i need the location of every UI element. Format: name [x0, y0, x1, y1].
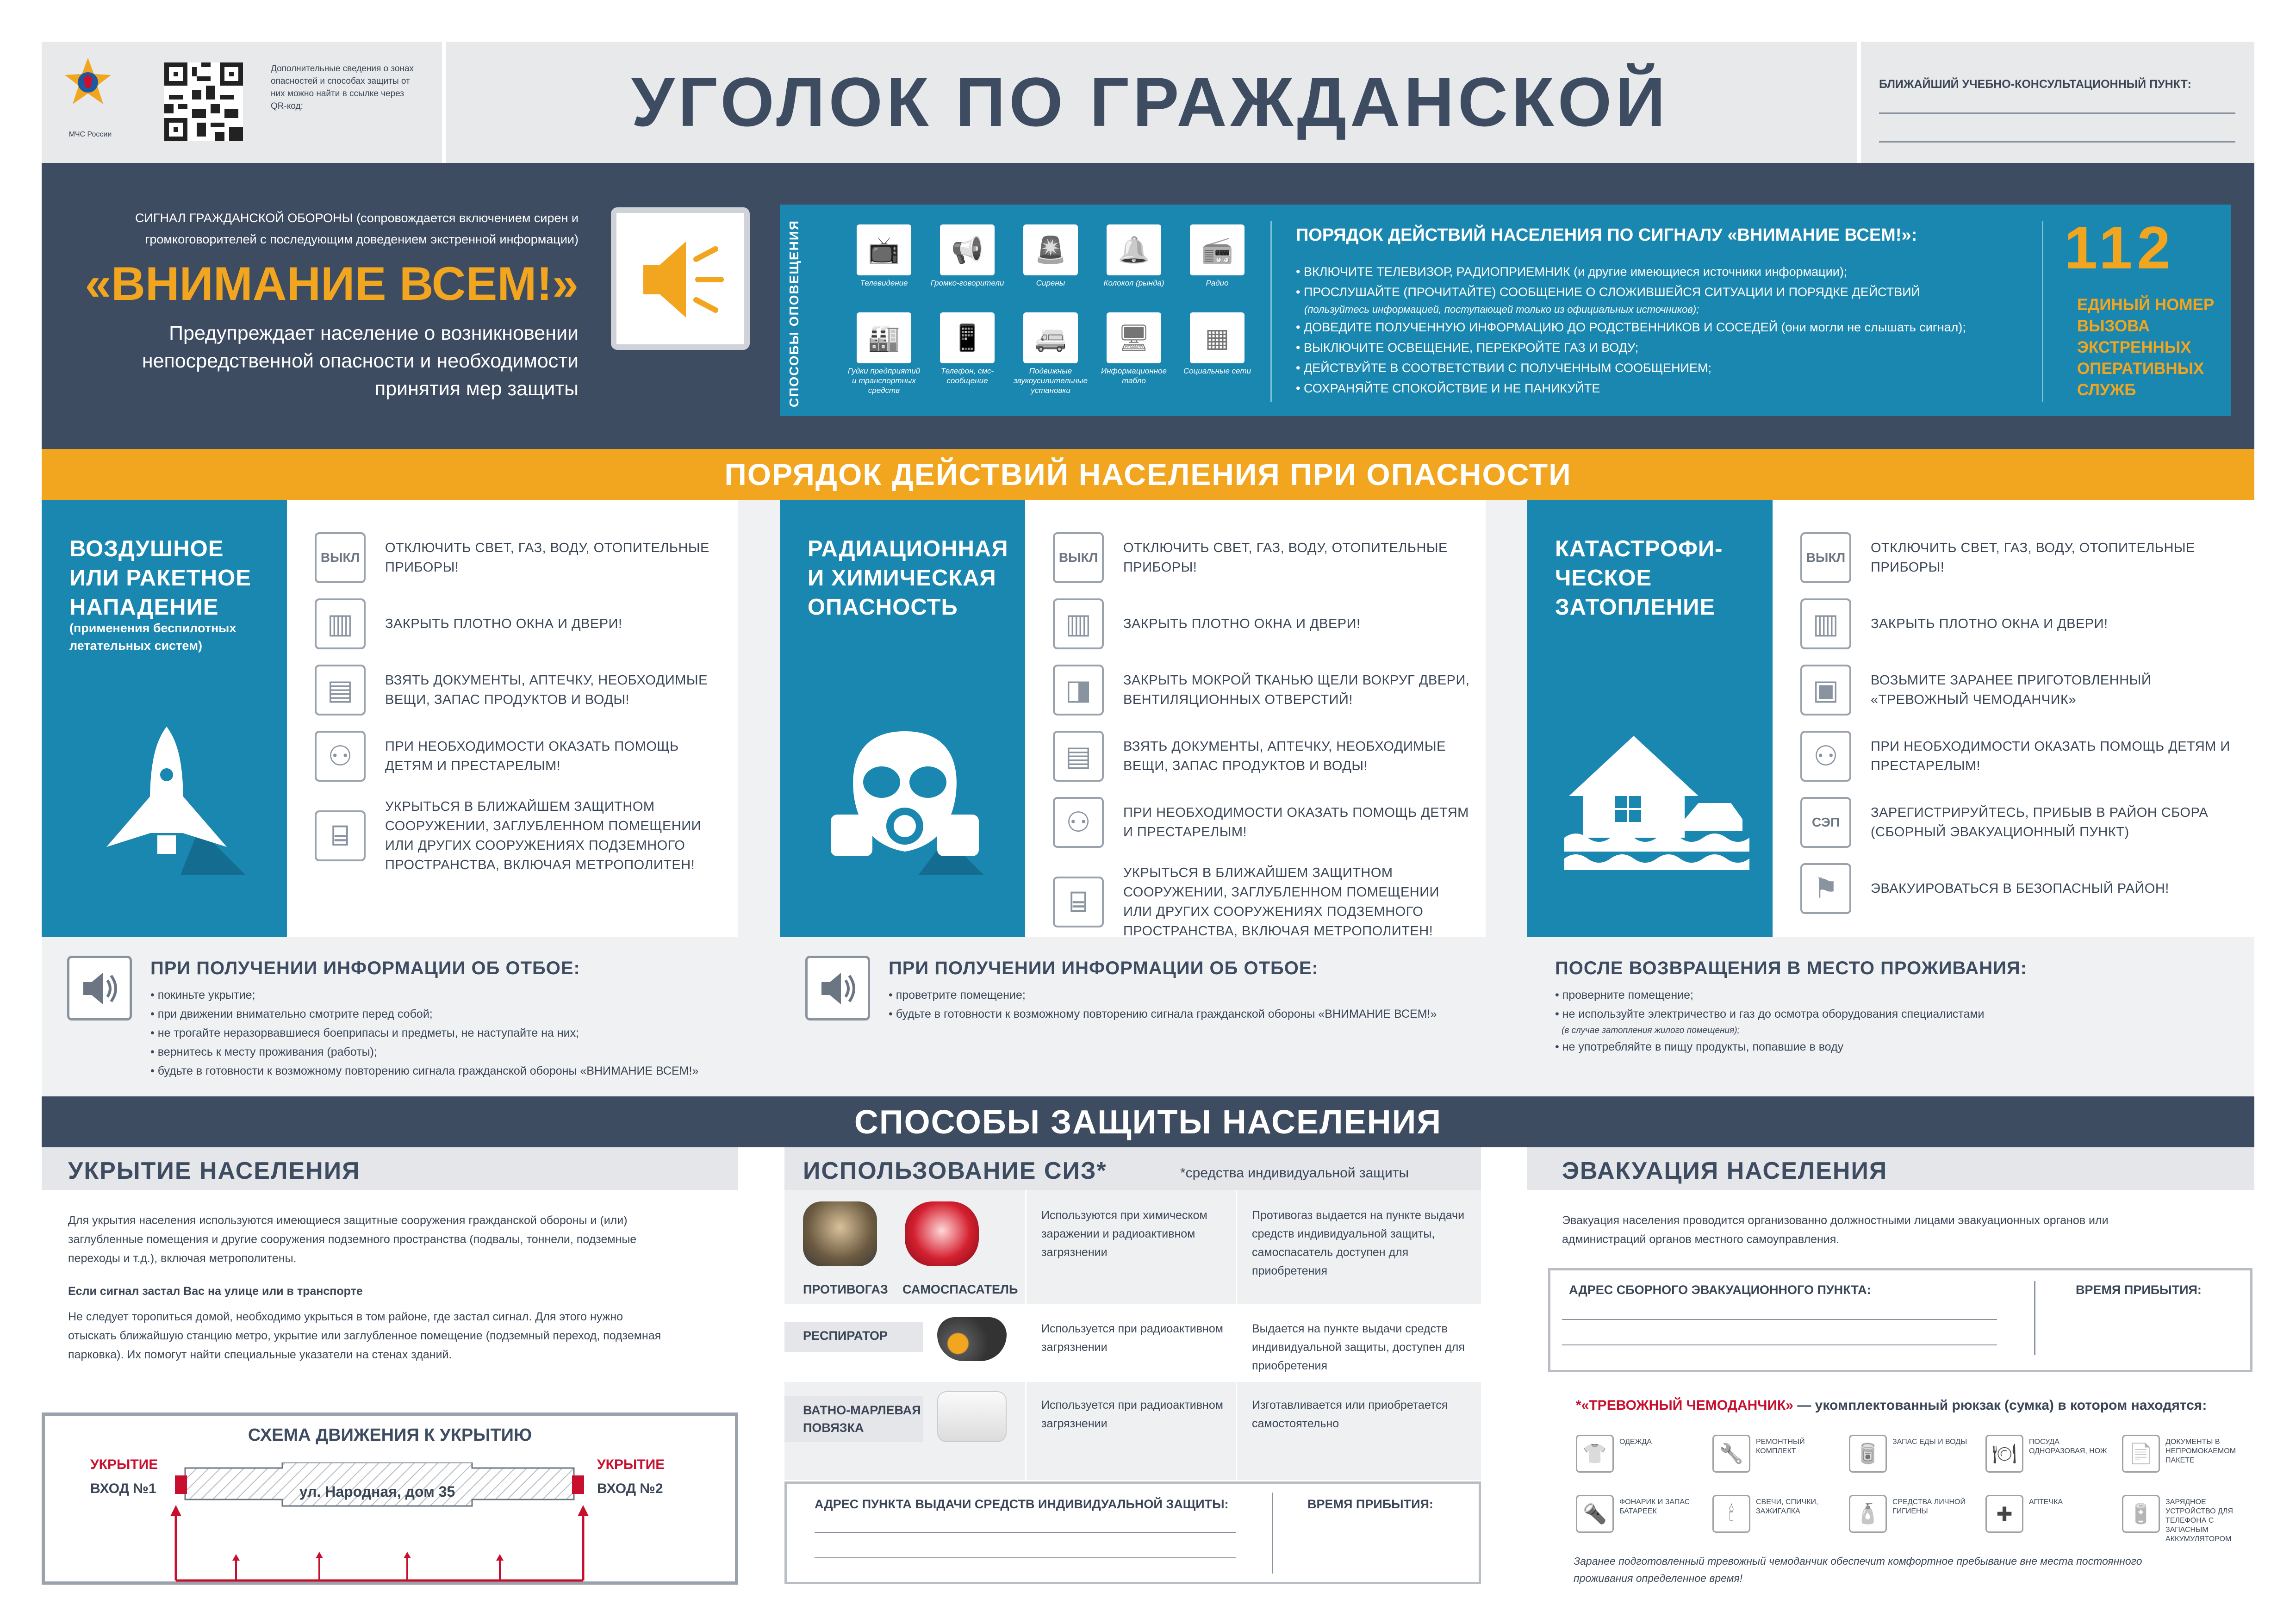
- help-people-icon: ⚇: [1800, 731, 1851, 782]
- bag-item: [1985, 1495, 2117, 1546]
- emergency-bag-icon: ▣: [1800, 665, 1851, 716]
- bell-icon: 🔔: [1107, 224, 1161, 275]
- bag-item-label: СВЕЧИ, СПИЧКИ, ЗАЖИГАЛКА: [1756, 1498, 1818, 1515]
- flood-house-icon: [1564, 722, 1749, 879]
- method-label: Телефон, смс-сообщение: [940, 367, 994, 385]
- siz-row: [784, 1306, 1481, 1382]
- after-item: • при движении внимательно смотрите перед собой;: [150, 1008, 433, 1020]
- siz-col-divider: [1025, 1306, 1027, 1381]
- siz-time-label: ВРЕМЯ ПРИБЫТИЯ:: [1307, 1497, 1433, 1511]
- method-label: Информационное табло: [1101, 367, 1167, 385]
- method-label: Сирены: [1036, 279, 1065, 287]
- bag-item: [1576, 1495, 1708, 1546]
- switch-off-icon: [315, 532, 366, 583]
- repair-kit-icon: 🔧: [1712, 1435, 1750, 1473]
- method-label: Радио: [1206, 279, 1229, 287]
- method-label: Социальные сети: [1183, 367, 1251, 375]
- notification-method: [1014, 224, 1088, 288]
- after-item: (в случае затопления жилого помещения);: [1562, 1026, 1740, 1035]
- after-title: ПРИ ПОЛУЧЕНИИ ИНФОРМАЦИИ ОБ ОТБОЕ:: [150, 958, 580, 978]
- bag-item: [2122, 1495, 2254, 1546]
- help-people-icon: ⚇: [315, 731, 366, 782]
- siz-col-divider: [1236, 1190, 1237, 1304]
- evac-time-label: ВРЕМЯ ПРИБЫТИЯ:: [2076, 1283, 2202, 1297]
- notification-method: [1097, 224, 1171, 288]
- after-item: • будьте в готовности к возможному повторению сигнала гражданской обороны «ВНИМАНИЕ ВСЕМ!»: [150, 1064, 699, 1077]
- bag-footer: Заранее подготовленный тревожный чемоданчик обеспечит комфортное пребывание вне места постоянного проживания определенное время!: [1574, 1555, 2142, 1584]
- shelter-text-2: Не следует торопиться домой, необходимо укрыться в том районе, где застал сигнал. Для этого нужно отыскать ближайшую станцию метро, укрытие или заглубленное помещение (подземный переход, подземная парковка). Их помогут найти специальные указатели на стенах зданий.: [68, 1310, 661, 1361]
- after-title: ПОСЛЕ ВОЗВРАЩЕНИЯ В МЕСТО ПРОЖИВАНИЯ:: [1555, 958, 2027, 978]
- action-step: [1053, 598, 1472, 649]
- after-item: • покиньте укрытие;: [150, 989, 255, 1002]
- siz-use: Используются при химическом заражении и радиоактивном загрязнении: [1041, 1209, 1207, 1259]
- bag-item: [1576, 1435, 1708, 1486]
- after-title: ПРИ ПОЛУЧЕНИИ ИНФОРМАЦИИ ОБ ОТБОЕ:: [889, 958, 1319, 978]
- bag-item: [2122, 1435, 2254, 1486]
- factory-icon: 🏭: [857, 312, 911, 363]
- step-text: УКРЫТЬСЯ В БЛИЖАЙШЕМ ЗАЩИТНОМ СООРУЖЕНИИ, ЗАГЛУБЛЕННОМ ПОМЕЩЕНИИ ИЛИ ДРУГИХ СООРУЖЕНИЯХ ПОДЗЕМНОГО ПРОСТРАНСТВА, ВКЛЮЧАЯ МЕТРОПОЛИТЕН!: [385, 799, 701, 872]
- bag-item-label: АПТЕЧКА: [2029, 1498, 2063, 1506]
- bag-description: — укомплектованный рюкзак (сумка) в котором находятся:: [1793, 1398, 2207, 1413]
- after-item: • вернитесь к месту проживания (работы);: [150, 1045, 377, 1058]
- step-text: ВЗЯТЬ ДОКУМЕНТЫ, АПТЕЧКУ, НЕОБХОДИМЫЕ ВЕЩИ, ЗАПАС ПРОДУКТОВ И ВОДЫ!: [385, 673, 708, 707]
- gas-mask-photo: [803, 1201, 877, 1266]
- evac-time-divider: [2034, 1281, 2035, 1355]
- scheme-entrance-2: ВХОД №2: [597, 1481, 663, 1496]
- scheme-shelter-left: УКРЫТИЕ: [90, 1457, 158, 1472]
- respirator-photo: [937, 1317, 1007, 1361]
- emergency-divider: [2042, 221, 2043, 402]
- building-plan: [167, 1462, 592, 1587]
- action-step: [1053, 863, 1472, 941]
- notification-method: [930, 312, 1004, 386]
- action-step: [1800, 731, 2240, 782]
- notification-method: [1014, 312, 1088, 395]
- notification-methods: [847, 224, 1263, 410]
- siz-address-label: АДРЕС ПУНКТА ВЫДАЧИ СРЕДСТВ ИНДИВИДУАЛЬНОЙ ЗАЩИТЫ:: [815, 1497, 1229, 1511]
- step-text: ПРИ НЕОБХОДИМОСТИ ОКАЗАТЬ ПОМОЩЬ ДЕТЯМ И ПРЕСТАРЕЛЫМ!: [1871, 739, 2230, 773]
- bag-item-label: ФОНАРИК И ЗАПАС БАТАРЕЕК: [1619, 1498, 1690, 1515]
- danger-title-1: ВОЗДУШНОЕ ИЛИ РАКЕТНОЕ НАПАДЕНИЕ: [69, 536, 251, 620]
- switch-off-icon: [1800, 532, 1851, 583]
- header-divider: [442, 42, 446, 163]
- danger-title: ПОРЯДОК ДЕЙСТВИЙ НАСЕЛЕНИЯ ПРИ ОПАСНОСТИ: [724, 457, 1572, 492]
- step-text: ЗАКРЫТЬ ПЛОТНО ОКНА И ДВЕРИ!: [1871, 616, 2108, 631]
- action-step: [1800, 532, 2240, 583]
- siz-source: Противогаз выдается на пункте выдачи средств индивидуальной защиты, самоспасатель доступен для приобретения: [1252, 1209, 1465, 1277]
- step-text: ЗАРЕГИСТРИРУЙТЕСЬ, ПРИБЫВ В РАЙОН СБОРА (СБОРНЫЙ ЭВАКУАЦИОННЫЙ ПУНКТ): [1871, 805, 2209, 840]
- notification-method: [1180, 224, 1254, 288]
- after-item: • не употребляйте в пищу продукты, попавшие в воду: [1555, 1040, 1844, 1053]
- phone-icon: 📱: [940, 312, 995, 363]
- signal-actions-title: ПОРЯДОК ДЕЙСТВИЙ НАСЕЛЕНИЯ ПО СИГНАЛУ «ВНИМАНИЕ ВСЕМ!»:: [1296, 225, 1917, 245]
- bag-item-label: РЕМОНТНЫЙ КОМПЛЕКТ: [1756, 1438, 1805, 1455]
- switch-off-icon-label: ВЫКЛ: [1806, 550, 1846, 565]
- bag-item-label: СРЕДСТВА ЛИЧНОЙ ГИГИЕНЫ: [1892, 1498, 1966, 1515]
- bag-item-label: ДОКУМЕНТЫ В НЕПРОМОКАЕМОМ ПАКЕТЕ: [2165, 1438, 2236, 1464]
- signal-action-item: • ПРОСЛУШАЙТЕ (ПРОЧИТАЙТЕ) СООБЩЕНИЕ О СЛОЖИВШЕЙСЯ СИТУАЦИИ И ПОРЯДКЕ ДЕЙСТВИЙ: [1296, 285, 1921, 299]
- mobile-speaker-icon: 🚐: [1023, 312, 1078, 363]
- signal-description: Предупреждает население о возникновении непосредственной опасности и необходимости принятия мер защиты: [142, 322, 579, 400]
- bag-item: [1849, 1495, 1981, 1546]
- bag-item: [1985, 1435, 2117, 1486]
- radio-icon: 📻: [1190, 224, 1244, 275]
- signal-action-item: • СОХРАНЯЙТЕ СПОКОЙСТВИЕ И НЕ ПАНИКУЙТЕ: [1296, 381, 1600, 395]
- after-list: [1555, 986, 2245, 1057]
- hygiene-icon: 🧴: [1849, 1495, 1887, 1533]
- shelter-subhead: Если сигнал застал Вас на улице или в транспорте: [68, 1285, 363, 1298]
- window-door-icon: ▥: [1800, 598, 1851, 649]
- bag-item-label: ЗАРЯДНОЕ УСТРОЙСТВО ДЛЯ ТЕЛЕФОНА С ЗАПАСНЫМ АККУМУЛЯТОРОМ: [2165, 1498, 2233, 1543]
- evacuate-icon: ⚑: [1800, 863, 1851, 914]
- action-step: [1800, 863, 2240, 914]
- bag-items: [1576, 1435, 2247, 1550]
- bag-item: [1712, 1495, 1844, 1546]
- siz-col-divider: [1025, 1382, 1027, 1480]
- method-label: Громко-говорители: [930, 279, 1004, 287]
- siz-source: Изготавливается или приобретается самостоятельно: [1252, 1399, 1448, 1430]
- siz-title: ИСПОЛЬЗОВАНИЕ СИЗ*: [803, 1157, 1107, 1184]
- step-text: ЗАКРЫТЬ ПЛОТНО ОКНА И ДВЕРИ!: [1123, 616, 1361, 631]
- speaker-small-icon: [805, 956, 870, 1020]
- siz-item-label: РЕСПИРАТОР: [803, 1329, 888, 1343]
- panels: [42, 500, 2254, 1096]
- step-text: ЗАКРЫТЬ ПЛОТНО ОКНА И ДВЕРИ!: [385, 616, 622, 631]
- shelter-title: УКРЫТИЕ НАСЕЛЕНИЯ: [68, 1157, 361, 1184]
- action-step: [1053, 731, 1472, 782]
- step-text: ВЗЯТЬ ДОКУМЕНТЫ, АПТЕЧКУ, НЕОБХОДИМЫЕ ВЕЩИ, ЗАПАС ПРОДУКТОВ И ВОДЫ!: [1123, 739, 1446, 773]
- signal-intro: СИГНАЛ ГРАЖДАНСКОЙ ОБОРОНЫ (сопровождается включением сирен и громкоговорителей с последующим доведением экстренной информации): [135, 211, 579, 246]
- notification-method: [1097, 312, 1171, 386]
- help-people-icon: ⚇: [1053, 797, 1104, 848]
- consult-line-1[interactable]: [1879, 112, 2235, 114]
- siz-col-divider: [1236, 1306, 1237, 1381]
- after-item: • будьте в готовности к возможному повторению сигнала гражданской обороны «ВНИМАНИЕ ВСЕМ!»: [889, 1008, 1437, 1020]
- step-text: ОТКЛЮЧИТЬ СВЕТ, ГАЗ, ВОДУ, ОТОПИТЕЛЬНЫЕ ПРИБОРЫ!: [385, 541, 709, 575]
- danger-subtitle: (применения беспилотных летательных систем): [69, 621, 236, 653]
- action-step: [1053, 797, 1472, 848]
- scheme-title: СХЕМА ДВИЖЕНИЯ К УКРЫТИЮ: [248, 1425, 532, 1445]
- shelter-stairs-icon: ⌸: [1053, 877, 1104, 927]
- after-list: [889, 986, 1476, 1024]
- emblem-icon: [62, 56, 113, 125]
- self-rescuer-photo: [905, 1201, 979, 1266]
- page-title: УГОЛОК ПО ГРАЖДАНСКОЙ: [631, 63, 1669, 141]
- method-label: Гудки предприятий и транспортных средств: [847, 367, 921, 395]
- scheme-shelter-right: УКРЫТИЕ: [597, 1457, 665, 1472]
- evac-title: ЭВАКУАЦИЯ НАСЕЛЕНИЯ: [1562, 1157, 1888, 1184]
- rocket-icon: [88, 722, 245, 879]
- bag-heading: [1576, 1398, 2247, 1413]
- siz-use: Используется при радиоактивном загрязнении: [1041, 1399, 1223, 1430]
- method-label: Подвижные звукоусилительные установки: [1014, 367, 1088, 395]
- action-step: [315, 731, 724, 782]
- gas-mask-icon: [826, 722, 983, 879]
- bag-item-label: ПОСУДА ОДНОРАЗОВАЯ, НОЖ: [2029, 1438, 2107, 1455]
- after-list: [150, 986, 729, 1081]
- signal-action-item: (пользуйтесь информацией, поступающей только из официальных источников);: [1304, 304, 1699, 315]
- emergency-number[interactable]: 112: [2064, 214, 2175, 281]
- siz-source: Выдается на пункте выдачи средств индивидуальной защиты, доступен для приобретения: [1252, 1322, 1465, 1372]
- documents-kit-icon: ▤: [1053, 731, 1104, 782]
- action-step: [1800, 598, 2240, 649]
- qr-description: Дополнительные сведения о зонах опасностей и способах защиты от них можно найти в ссылке через QR-код:: [271, 64, 414, 111]
- action-step: [1800, 797, 2240, 848]
- first-aid-icon: ✚: [1985, 1495, 2023, 1533]
- signal-action-item: • ДЕЙСТВУЙТЕ В СООТВЕТСТВИИ С ПОЛУЧЕННЫМ СООБЩЕНИЕМ;: [1296, 361, 1711, 375]
- step-text: ПРИ НЕОБХОДИМОСТИ ОКАЗАТЬ ПОМОЩЬ ДЕТЯМ И ПРЕСТАРЕЛЫМ!: [1123, 805, 1469, 840]
- header-divider-2: [1857, 42, 1861, 163]
- step-text: ЭВАКУИРОВАТЬСЯ В БЕЗОПАСНЫЙ РАЙОН!: [1871, 881, 2169, 896]
- siz-table: [784, 1190, 1481, 1481]
- emergency-label: ЕДИНЫЙ НОМЕР ВЫЗОВА ЭКСТРЕННЫХ ОПЕРАТИВНЫХ СЛУЖБ: [2077, 296, 2215, 399]
- qr-code[interactable]: [164, 62, 243, 141]
- shelter-stairs-icon: ⌸: [315, 810, 366, 861]
- signal-name: «ВНИМАНИЕ ВСЕМ!»: [85, 257, 579, 310]
- speaker-small-icon: [67, 956, 132, 1020]
- social-icon: ▦: [1190, 312, 1244, 363]
- bag-item-label: ОДЕЖДА: [1619, 1438, 1652, 1446]
- window-door-icon: ▥: [1053, 598, 1104, 649]
- methods-divider: [1270, 221, 1272, 402]
- after-item: • проветрите помещение;: [889, 989, 1026, 1002]
- siz-row: [784, 1382, 1481, 1481]
- flashlight-icon: 🔦: [1576, 1495, 1614, 1533]
- action-step: [1053, 665, 1472, 716]
- siz-row: [784, 1190, 1481, 1306]
- bag-item-label: ЗАПАС ЕДЫ И ВОДЫ: [1892, 1438, 1967, 1446]
- protection-title: СПОСОБЫ ЗАЩИТЫ НАСЕЛЕНИЯ: [854, 1104, 1442, 1141]
- speaker-icon: [611, 207, 750, 350]
- method-label: Телевидение: [860, 279, 908, 287]
- bag-item: [1712, 1435, 1844, 1486]
- clothes-icon: 👕: [1576, 1435, 1614, 1473]
- after-item: • не трогайте неразорвавшиеся боеприпасы и предметы, не наступайте на них;: [150, 1027, 579, 1039]
- window-door-icon: ▥: [315, 598, 366, 649]
- after-item: • не используйте электричество и газ до осмотра оборудования специалистами: [1555, 1008, 1985, 1020]
- switch-off-icon-label: ВЫКЛ: [320, 550, 360, 565]
- siren-icon: 🚨: [1023, 224, 1078, 275]
- info-board-icon: 🖥: [1107, 312, 1161, 363]
- action-step: [1800, 665, 2240, 716]
- siz-note: *средства индивидуальной защиты: [1180, 1165, 1409, 1181]
- gauze-bandage-photo: [937, 1391, 1007, 1442]
- scheme-entrance-1: ВХОД №1: [90, 1481, 156, 1496]
- food-water-icon: 🥫: [1849, 1435, 1887, 1473]
- notification-method: [847, 312, 921, 395]
- after-item: • проверните помещение;: [1555, 989, 1693, 1002]
- action-step: [1053, 532, 1472, 583]
- evac-address-line-2[interactable]: [1562, 1344, 1997, 1345]
- documents-kit-icon: ▤: [315, 665, 366, 716]
- logo-label: МЧС России: [68, 131, 112, 138]
- notification-methods-label: СПОСОБЫ ОПОВЕЩЕНИЯ: [787, 219, 801, 407]
- bag-item: [1849, 1435, 1981, 1486]
- signal-action-item: • ДОВЕДИТЕ ПОЛУЧЕННУЮ ИНФОРМАЦИЮ ДО РОДСТВЕННИКОВ И СОСЕДЕЙ (они могли не слышать сигнал);: [1296, 320, 1966, 334]
- danger-title-3: КАТАСТРОФИ-ЧЕСКОЕ ЗАТОПЛЕНИЕ: [1555, 536, 1723, 620]
- signal-action-item: • ВЫКЛЮЧИТЕ ОСВЕЩЕНИЕ, ПЕРЕКРОЙТЕ ГАЗ И ВОДУ;: [1296, 341, 1639, 355]
- loudspeaker-icon: 📢: [940, 224, 995, 275]
- action-step: [315, 665, 724, 716]
- evac-address-line-1[interactable]: [1562, 1319, 1997, 1320]
- sep-icon-label: СЭП: [1812, 815, 1840, 829]
- notification-method: [930, 224, 1004, 288]
- method-label: Колокол (рында): [1103, 279, 1164, 287]
- action-step: [315, 532, 724, 583]
- step-text: ОТКЛЮЧИТЬ СВЕТ, ГАЗ, ВОДУ, ОТОПИТЕЛЬНЫЕ ПРИБОРЫ!: [1871, 541, 2195, 575]
- evac-address-label: АДРЕС СБОРНОГО ЭВАКУАЦИОННОГО ПУНКТА:: [1569, 1283, 1871, 1297]
- tv-icon: 📺: [857, 224, 911, 275]
- notification-method: [1180, 312, 1254, 376]
- signal-action-item: • ВКЛЮЧИТЕ ТЕЛЕВИЗОР, РАДИОПРИЕМНИК (и другие имеющиеся источники информации);: [1296, 265, 1848, 279]
- step-text: ЗАКРЫТЬ МОКРОЙ ТКАНЬЮ ЩЕЛИ ВОКРУГ ДВЕРИ, ВЕНТИЛЯЦИОННЫХ ОТВЕРСТИЙ!: [1123, 673, 1470, 707]
- step-text: УКРЫТЬСЯ В БЛИЖАЙШЕМ ЗАЩИТНОМ СООРУЖЕНИИ, ЗАГЛУБЛЕННОМ ПОМЕЩЕНИИ ИЛИ ДРУГИХ СООРУЖЕНИЯХ ПОДЗЕМНОГО ПРОСТРАНСТВА, ВКЛЮЧАЯ МЕТРОПОЛИТЕН!: [1123, 865, 1439, 939]
- evac-text: Эвакуация населения проводится организованно должностными лицами эвакуационных органов или администраций органов местного самоуправления.: [1562, 1214, 2109, 1246]
- documents-icon: 📄: [2122, 1435, 2160, 1473]
- sep-icon: [1800, 797, 1851, 848]
- seal-door-icon: ◨: [1053, 665, 1104, 716]
- siz-item-label: ПРОТИВОГАЗ: [803, 1282, 888, 1296]
- notification-method: [847, 224, 921, 288]
- siz-col-divider: [1025, 1190, 1027, 1304]
- switch-off-icon-label: ВЫКЛ: [1058, 550, 1098, 565]
- danger-title-2: РАДИАЦИОННАЯ И ХИМИЧЕСКАЯ ОПАСНОСТЬ: [808, 536, 1008, 620]
- siz-item-label: ВАТНО-МАРЛЕВАЯ ПОВЯЗКА: [803, 1403, 921, 1435]
- siz-use: Используется при радиоактивном загрязнении: [1041, 1322, 1223, 1354]
- siz-item-label: САМОСПАСАТЕЛЬ: [902, 1282, 1018, 1296]
- action-step: [315, 797, 724, 875]
- scheme-address: ул. Народная, дом 35: [299, 1483, 455, 1500]
- dishes-icon: 🍽: [1985, 1435, 2023, 1473]
- signal-actions-list: [1296, 261, 2036, 398]
- siz-address-line-2[interactable]: [815, 1557, 1236, 1558]
- switch-off-icon: [1053, 532, 1104, 583]
- charger-icon: 🔋: [2122, 1495, 2160, 1533]
- action-step: [315, 598, 724, 649]
- step-text: ВОЗЬМИТЕ ЗАРАНЕЕ ПРИГОТОВЛЕННЫЙ «ТРЕВОЖНЫЙ ЧЕМОДАНЧИК»: [1871, 673, 2152, 707]
- siz-col-divider: [1236, 1382, 1237, 1480]
- shelter-text-1: Для укрытия населения используются имеющиеся защитные сооружения гражданской обороны и (или) заглубленные помещения и другие сооружения подземного пространства (подвалы, тоннели, подземные переходы и т.д.), включая метрополитены.: [68, 1214, 637, 1265]
- bag-title: *«ТРЕВОЖНЫЙ ЧЕМОДАНЧИК»: [1576, 1398, 1793, 1413]
- siz-time-divider: [1272, 1493, 1273, 1574]
- siz-address-line-1[interactable]: [815, 1532, 1236, 1533]
- consult-line-2[interactable]: [1879, 141, 2235, 143]
- candles-icon: 🕯: [1712, 1495, 1750, 1533]
- step-text: ОТКЛЮЧИТЬ СВЕТ, ГАЗ, ВОДУ, ОТОПИТЕЛЬНЫЕ ПРИБОРЫ!: [1123, 541, 1448, 575]
- step-text: ПРИ НЕОБХОДИМОСТИ ОКАЗАТЬ ПОМОЩЬ ДЕТЯМ И ПРЕСТАРЕЛЫМ!: [385, 739, 679, 773]
- consult-label: БЛИЖАЙШИЙ УЧЕБНО-КОНСУЛЬТАЦИОННЫЙ ПУНКТ:: [1879, 78, 2191, 91]
